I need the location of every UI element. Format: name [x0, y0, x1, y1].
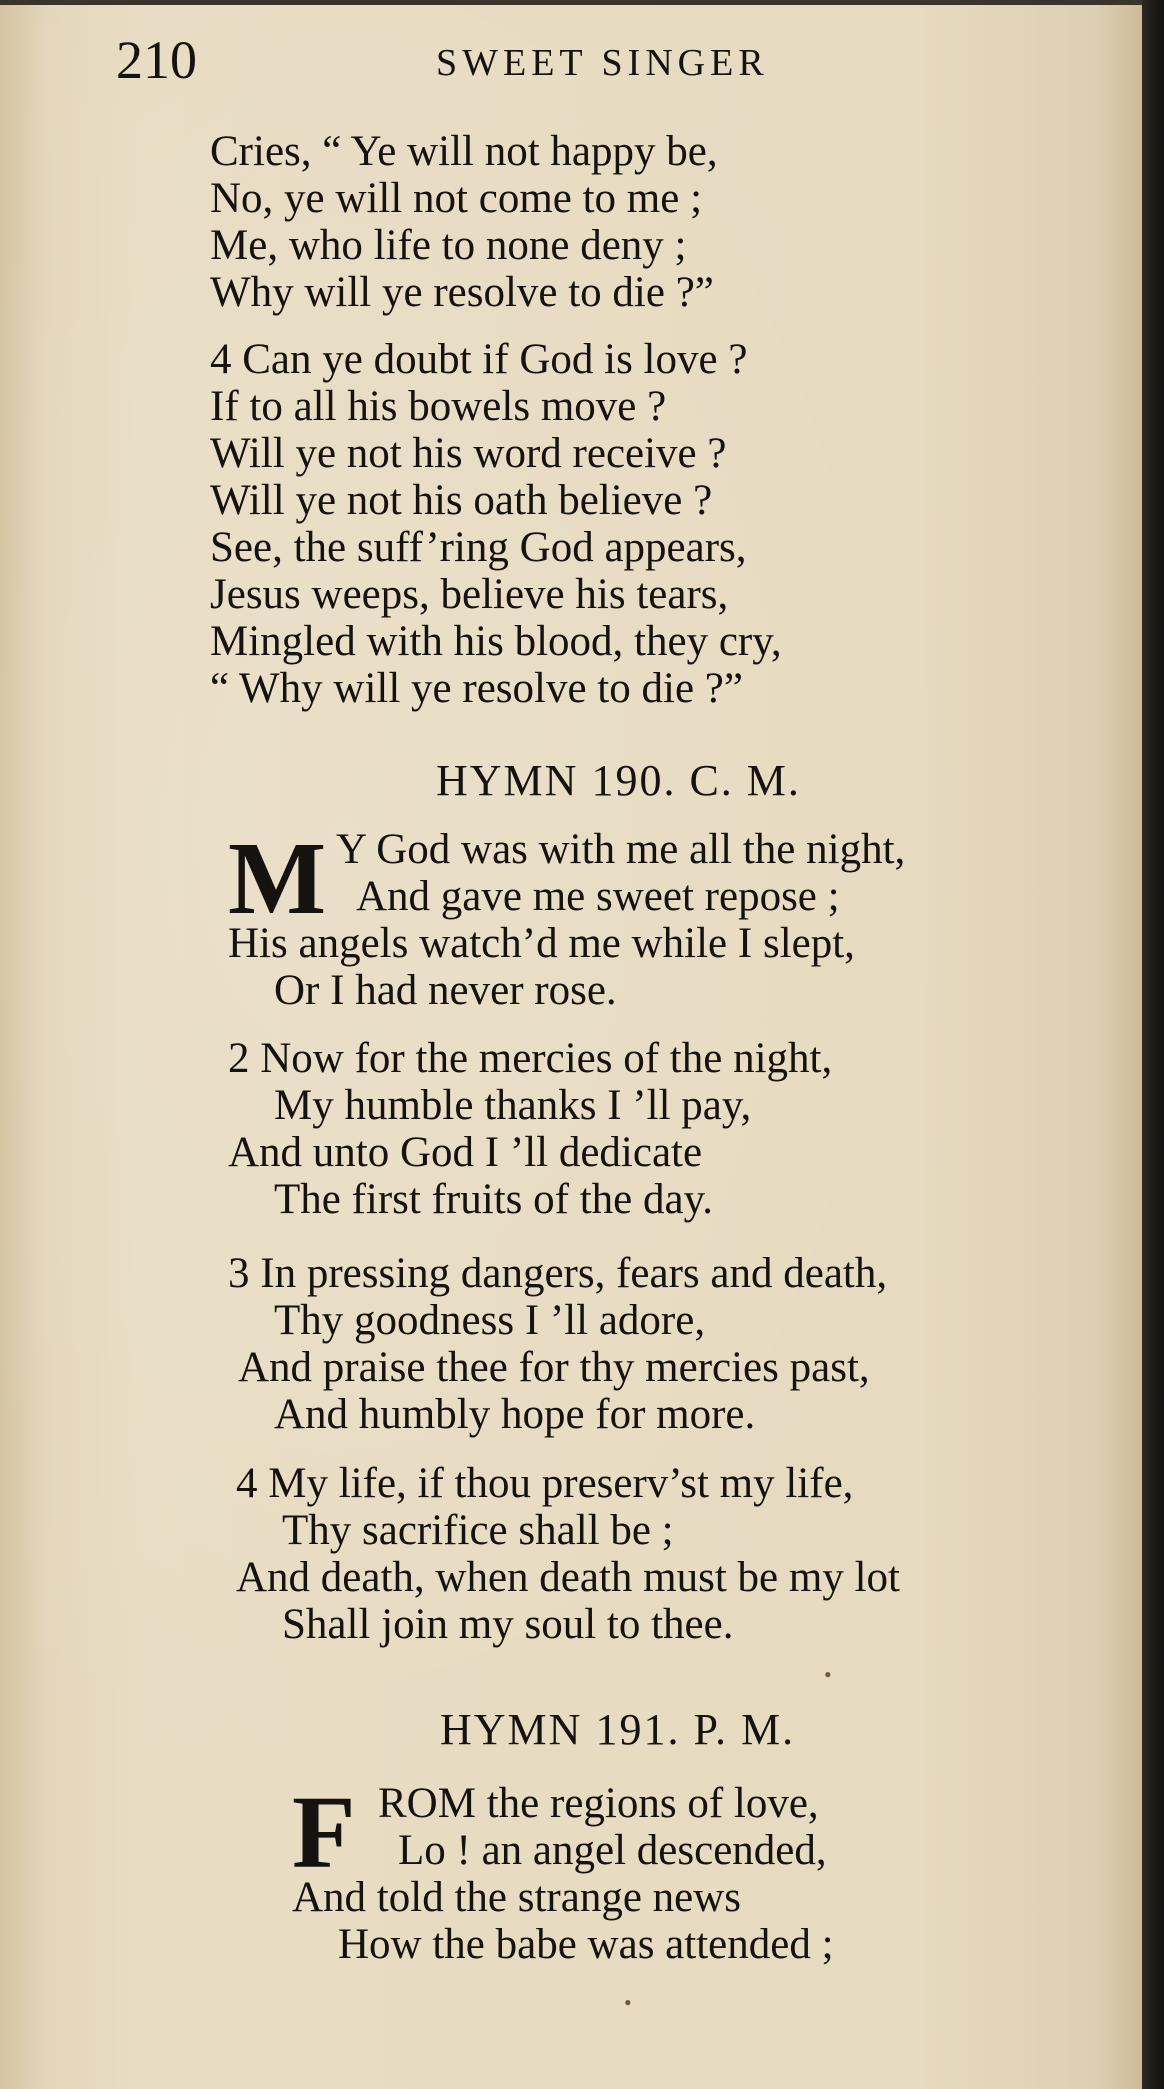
hymn-190-title: HYMN 190. C. M. — [436, 756, 801, 805]
verse-line: And gave me sweet repose ; — [356, 873, 840, 920]
verse-line: Cries, “ Ye will not happy be, — [210, 128, 718, 175]
ornament-mark: • — [824, 1662, 832, 1687]
verse-line: And death, when death must be my lot — [236, 1554, 900, 1601]
verse-line: Will ye not his word receive ? — [210, 430, 727, 477]
verse-line: My humble thanks I ’ll pay, — [274, 1082, 752, 1129]
verse-line: 4 Can ye doubt if God is love ? — [210, 336, 748, 383]
verse-line: “ Why will ye resolve to die ?” — [210, 665, 743, 712]
drop-cap: M — [228, 821, 327, 936]
hymn-191-verse-1 — [292, 1775, 1092, 1968]
ornament-mark: • — [624, 1990, 632, 2015]
stanza-4 — [210, 336, 782, 712]
verse-line: And humbly hope for more. — [274, 1391, 756, 1438]
verse-line: His angels watch’d me while I slept, — [228, 920, 855, 967]
verse-line: ROM the regions of love, — [378, 1780, 819, 1827]
verse-line: 3 In pressing dangers, fears and death, — [228, 1250, 888, 1297]
verse-line: Shall join my soul to thee. — [282, 1601, 734, 1648]
hymn-191-title: HYMN 191. P. M. — [440, 1705, 796, 1754]
verse-line: See, the suff’ring God appears, — [210, 524, 747, 571]
verse-line: The first fruits of the day. — [274, 1176, 714, 1223]
verse-line: Jesus weeps, believe his tears, — [210, 571, 729, 618]
verse-line: How the babe was attended ; — [338, 1921, 834, 1968]
top-rule — [0, 0, 1142, 5]
page-number: 210 — [116, 30, 197, 90]
verse-line: Will ye not his oath believe ? — [210, 477, 713, 524]
verse-line: Mingled with his blood, they cry, — [210, 618, 782, 665]
verse-line: 2 Now for the mercies of the night, — [228, 1035, 833, 1082]
verse-line: Thy goodness I ’ll adore, — [274, 1297, 706, 1344]
verse-line: And praise thee for thy mercies past, — [238, 1344, 870, 1391]
verse-line: Thy sacrifice shall be ; — [282, 1507, 674, 1554]
verse-line: Me, who life to none deny ; — [210, 222, 687, 269]
running-head: SWEET SINGER — [436, 42, 769, 84]
hymn-190-verse-2 — [228, 1035, 832, 1223]
stanza-continued — [210, 128, 718, 316]
drop-cap: F — [292, 1775, 356, 1890]
verse-line: 4 My life, if thou preserv’st my life, — [236, 1460, 854, 1507]
verse-line: Lo ! an angel descended, — [398, 1827, 827, 1874]
verse-line: No, ye will not come to me ; — [210, 175, 703, 222]
hymn-190-verse-1 — [228, 821, 1108, 1014]
verse-line: If to all his bowels move ? — [210, 383, 667, 430]
page-header — [0, 30, 1142, 90]
hymn-190-verse-3 — [228, 1250, 887, 1438]
verse-line: Or I had never rose. — [274, 967, 617, 1014]
book-spine-edge — [1142, 0, 1164, 2089]
verse-line: And unto God I ’ll dedicate — [228, 1129, 703, 1176]
verse-line: And told the strange news — [292, 1874, 742, 1921]
verse-line: Why will ye resolve to die ?” — [210, 269, 714, 316]
hymn-190-verse-4 — [236, 1460, 900, 1648]
verse-line: Y God was with me all the night, — [336, 826, 906, 873]
